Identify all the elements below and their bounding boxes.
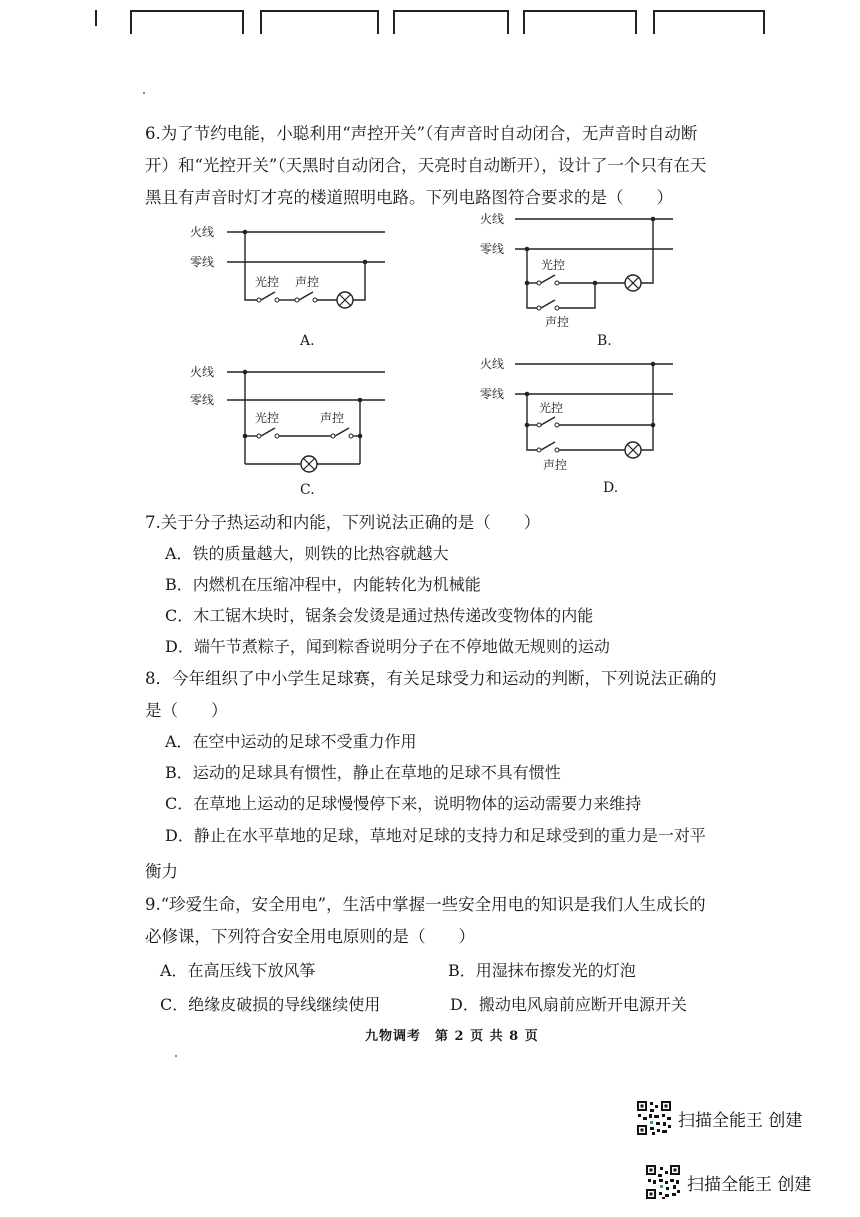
circuit-diagram-a	[185, 220, 395, 315]
q8-option-c: C．在草地上运动的足球慢慢停下来，说明物体的运动需要力来维持	[165, 794, 642, 813]
q8-option-a: A．在空中运动的足球不受重力作用	[165, 732, 417, 751]
q6-line3: 黑且有声音时灯才亮的楼道照明电路。下列电路图符合要求的是（ ）	[145, 188, 673, 207]
sound-switch-label: 声控	[545, 315, 570, 329]
fire-line-label: 火线	[480, 212, 505, 226]
speck	[175, 1055, 177, 1057]
light-switch-label: 光控	[539, 401, 564, 415]
q8-option-b: B．运动的足球具有惯性，静止在草地的足球不具有惯性	[165, 763, 561, 782]
circuit-diagram-b	[475, 205, 685, 330]
header-boxes	[95, 4, 775, 32]
caption-b: B.	[597, 333, 612, 349]
page-footer: 九物调考 第 2 页 共 8 页	[365, 1029, 539, 1044]
scanner-watermark	[645, 1164, 811, 1200]
q8-option-d-cont: 衡力	[145, 862, 178, 881]
scanner-watermark	[636, 1100, 802, 1136]
lamp-icon	[337, 292, 353, 308]
q7-option-c: C．木工锯木块时，锯条会发烫是通过热传递改变物体的内能	[165, 606, 594, 625]
q9-line1: 9.“珍爱生命，安全用电”，生活中掌握一些安全用电的知识是我们人生成长的	[145, 895, 706, 914]
q8-line1: 8．今年组织了中小学生足球赛，有关足球受力和运动的判断，下列说法正确的	[145, 669, 717, 688]
q9-option-c: C．绝缘皮破损的导线继续使用	[160, 995, 381, 1014]
q6-line1: 6.为了节约电能，小聪利用“声控开关”（有声音时自动闭合，无声音时自动断	[145, 124, 698, 143]
q8-option-d: D．静止在水平草地的足球，草地对足球的支持力和足球受到的重力是一对平	[165, 826, 706, 845]
zero-line-label: 零线	[190, 255, 215, 269]
sound-switch-label: 声控	[543, 458, 568, 472]
lamp-icon	[625, 275, 641, 291]
light-switch-label: 光控	[541, 258, 566, 272]
q9-line2: 必修课，下列符合安全用电原则的是（ ）	[145, 927, 475, 946]
zero-line-label: 零线	[190, 393, 215, 407]
lamp-icon	[301, 456, 317, 472]
fire-line-label: 火线	[190, 225, 215, 239]
q9-option-b: B．用湿抹布擦发光的灯泡	[448, 961, 636, 980]
qr-code-icon	[636, 1100, 672, 1136]
caption-c: C.	[300, 482, 315, 498]
zero-line-label: 零线	[480, 387, 505, 401]
sound-switch-label: 声控	[295, 275, 320, 289]
watermark-text: 扫描全能王 创建	[687, 1174, 812, 1195]
q8-line2: 是（ ）	[145, 701, 228, 720]
lamp-icon	[625, 442, 641, 458]
caption-d: D.	[603, 480, 619, 496]
qr-code-icon	[645, 1164, 681, 1200]
q9-option-a: A．在高压线下放风筝	[160, 961, 316, 980]
zero-line-label: 零线	[480, 242, 505, 256]
q7-option-d: D．端午节煮粽子，闻到粽香说明分子在不停地做无规则的运动	[165, 637, 610, 656]
circuit-diagram-c	[185, 360, 395, 475]
watermark-text: 扫描全能王 创建	[678, 1110, 803, 1131]
q6-line2: 开）和“光控开关”（天黑时自动闭合，天亮时自动断开），设计了一个只有在天	[145, 156, 707, 175]
light-switch-label: 光控	[255, 411, 280, 425]
fire-line-label: 火线	[480, 357, 505, 371]
q9-option-d: D．搬动电风扇前应断开电源开关	[450, 995, 687, 1014]
q7-option-b: B．内燃机在压缩冲程中，内能转化为机械能	[165, 575, 481, 594]
circuit-diagram-d	[475, 350, 685, 475]
speck	[143, 92, 145, 94]
caption-a: A.	[300, 333, 315, 349]
q7-option-a: A．铁的质量越大，则铁的比热容就越大	[165, 544, 449, 563]
fire-line-label: 火线	[190, 365, 215, 379]
sound-switch-label: 声控	[320, 411, 345, 425]
light-switch-label: 光控	[255, 275, 280, 289]
q7-stem: 7.关于分子热运动和内能，下列说法正确的是（ ）	[145, 513, 541, 532]
